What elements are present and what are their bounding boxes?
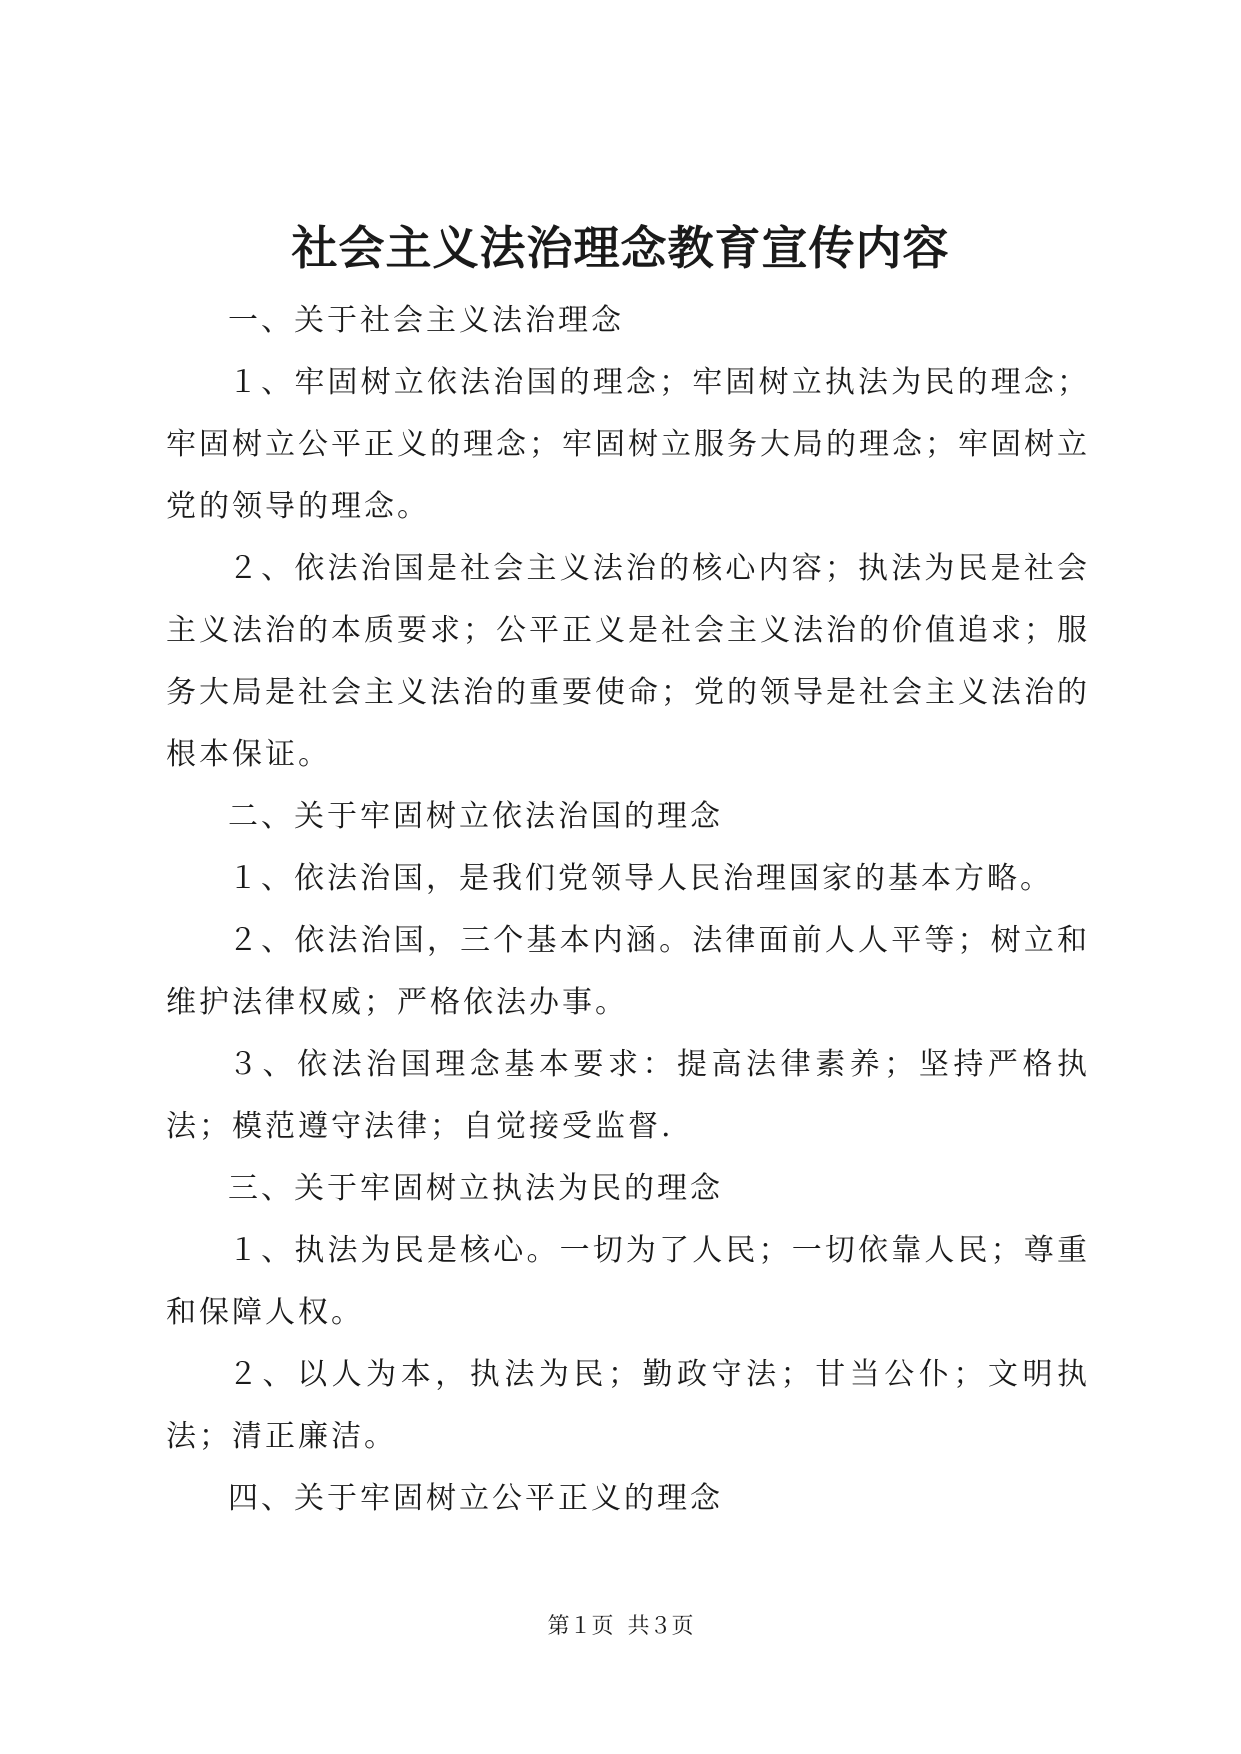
section-heading-2: 二、关于牢固树立依法治国的理念 <box>228 799 723 834</box>
page-footer <box>0 1612 1241 1642</box>
section-heading-3: 三、关于牢固树立执法为民的理念 <box>228 1171 723 1206</box>
paragraph: ３、依法治国理念基本要求：提高法律素养；坚持严格执法；模范遵守法律；自觉接受监督. <box>166 1047 1090 1144</box>
paragraph: １、牢固树立依法治国的理念；牢固树立执法为民的理念；牢固树立公平正义的理念；牢固树立服务大局的理念；牢固树立党的领导的理念。 <box>166 365 1090 524</box>
section-heading-4: 四、关于牢固树立公平正义的理念 <box>228 1481 723 1516</box>
page-total: 共３页 <box>627 1614 694 1639</box>
section-heading-1: 一、关于社会主义法治理念 <box>228 303 624 338</box>
paragraph: １、依法治国，是我们党领导人民治理国家的基本方略。 <box>228 861 1053 896</box>
document-title: 社会主义法治理念教育宣传内容 <box>291 221 950 275</box>
document-body <box>166 290 1090 1530</box>
paragraph: ２、以人为本，执法为民；勤政守法；甘当公仆；文明执法；清正廉洁。 <box>166 1357 1090 1454</box>
paragraph: １、执法为民是核心。一切为了人民；一切依靠人民；尊重和保障人权。 <box>166 1233 1090 1330</box>
paragraph: ２、依法治国，三个基本内涵。法律面前人人平等；树立和维护法律权威；严格依法办事。 <box>166 923 1090 1020</box>
paragraph: ２、依法治国是社会主义法治的核心内容；执法为民是社会主义法治的本质要求；公平正义是社会主义法治的价值追求；服务大局是社会主义法治的重要使命；党的领导是社会主义法治的根本保证。 <box>166 551 1090 772</box>
page-number: 第１页 <box>547 1614 614 1639</box>
